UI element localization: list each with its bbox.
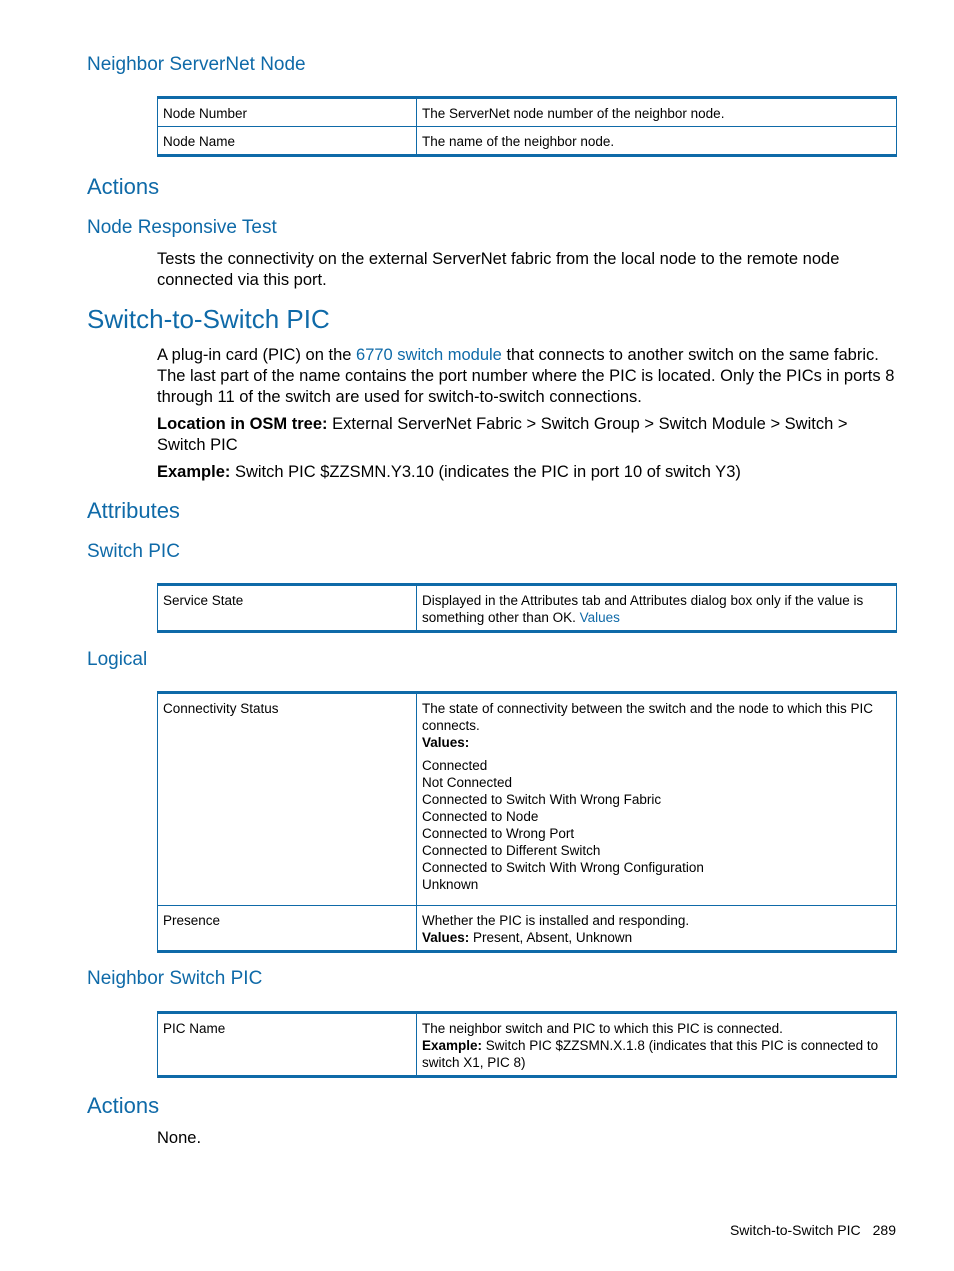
heading-node-responsive-test: Node Responsive Test [87, 217, 277, 238]
intro-text-continued: that connects to another switch on the same fabric. The last part of the name contains the port number where the PIC is located. Only the PICs in ports 8 through 11 of the switch are used for switch-to-switch connections. [157, 346, 895, 406]
heading-logical: Logical [87, 649, 148, 670]
pic-name-description: The neighbor switch and PIC to which this PIC is connected. [422, 1021, 783, 1036]
example-text: Switch PIC $ZZSMN.X.1.8 (indicates that this PIC is connected to switch X1, PIC 8) [422, 1038, 879, 1070]
location-path: External ServerNet Fabric > Switch Group > Switch Module > Switch > Switch PIC [157, 415, 848, 454]
value-item: Connected to Different Switch [422, 843, 601, 858]
attribute-name: PIC Name [158, 1013, 417, 1077]
section-intro [157, 345, 899, 408]
logical-table [157, 691, 897, 953]
values-list [422, 757, 891, 893]
presence-values [422, 929, 891, 946]
values-label: Values: [422, 930, 470, 945]
attribute-name: Node Number [158, 98, 417, 127]
values-text: Present, Absent, Unknown [469, 930, 633, 945]
presence-description: Whether the PIC is installed and responding. [422, 913, 690, 928]
table-row [158, 1013, 897, 1077]
actions-none-text: None. [157, 1129, 202, 1147]
attribute-description: The ServerNet node number of the neighbor node. [422, 106, 725, 121]
value-item: Not Connected [422, 775, 513, 790]
neighbor-servernet-node-table [157, 96, 897, 157]
table-row [158, 98, 897, 127]
table-row [158, 127, 897, 156]
heading-attributes: Attributes [87, 498, 180, 523]
heading-neighbor-switch-pic: Neighbor Switch PIC [87, 968, 263, 989]
location-label: Location in OSM tree: [157, 415, 328, 433]
table-row [158, 693, 897, 906]
connectivity-status-description: The state of connectivity between the switch and the node to which this PIC connects. [422, 701, 874, 733]
location-in-osm-tree [157, 414, 899, 456]
example-label: Example: [422, 1038, 483, 1053]
attribute-description: The name of the neighbor node. [417, 127, 897, 156]
heading-neighbor-servernet-node: Neighbor ServerNet Node [87, 54, 306, 75]
value-item: Connected to Switch With Wrong Fabric [422, 792, 662, 807]
value-item: Unknown [422, 877, 479, 892]
attribute-description [417, 906, 897, 952]
section-title: Switch-to-Switch PIC [87, 304, 330, 334]
attribute-description [417, 585, 897, 632]
footer-title: Switch-to-Switch PIC [729, 1222, 861, 1238]
switch-pic-table [157, 583, 897, 633]
value-item: Connected to Node [422, 809, 539, 824]
attribute-name: Service State [158, 585, 417, 632]
neighbor-switch-pic-table [157, 1011, 897, 1078]
heading-actions: Actions [87, 174, 160, 199]
attribute-description [417, 1013, 897, 1077]
page-number: 289 [872, 1222, 896, 1238]
example-label: Example: [157, 463, 231, 481]
pic-name-example [422, 1037, 891, 1071]
example-text: Switch PIC $ZZSMN.Y3.10 (indicates the PIC in port 10 of switch Y3) [230, 463, 741, 481]
table-row [158, 585, 897, 632]
value-item: Connected [422, 758, 488, 773]
intro-text: A plug-in card (PIC) on the [157, 346, 357, 364]
values-label: Values: [422, 735, 470, 750]
table-row [158, 906, 897, 952]
attribute-name: Presence [158, 906, 417, 952]
heading-switch-pic: Switch PIC [87, 541, 180, 562]
switch-module-link[interactable]: 6770 switch module [356, 346, 502, 364]
value-item: Connected to Wrong Port [422, 826, 575, 841]
attribute-name: Node Name [158, 127, 417, 156]
value-item: Connected to Switch With Wrong Configuration [422, 860, 704, 875]
service-state-description: Displayed in the Attributes tab and Attributes dialog box only if the value is something other than OK. [422, 593, 864, 625]
page-footer [730, 1222, 896, 1238]
example [157, 462, 899, 483]
attribute-description [417, 693, 897, 906]
values-link[interactable]: Values [579, 610, 620, 625]
node-responsive-test-text: Tests the connectivity on the external ServerNet fabric from the local node to the remote node connected via this port. [157, 250, 840, 289]
heading-actions-2: Actions [87, 1093, 160, 1118]
attribute-name: Connectivity Status [158, 693, 417, 906]
